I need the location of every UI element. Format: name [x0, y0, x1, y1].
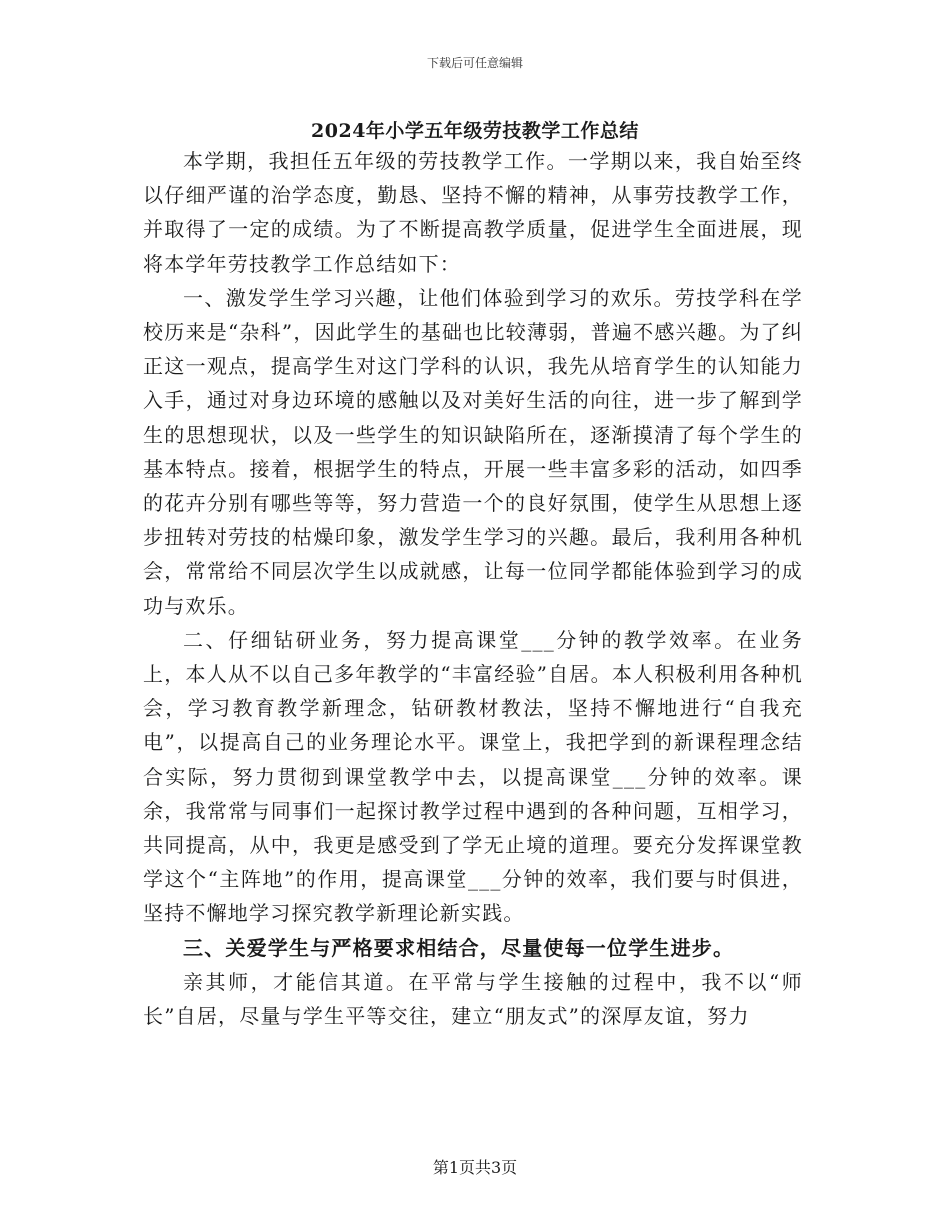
document-title: 2024年小学五年级劳技教学工作总结 — [311, 120, 639, 142]
paragraph-section-1: 一、激发学生学习兴趣，让他们体验到学习的欢乐。劳技学科在学校历来是“杂科”，因此学生的基础也比较薄弱，普遍不感兴趣。为了纠正这一观点，提高学生对这门学科的认识，我先从培育学生的认知能力入手，通过对身边环境的感触以及对美好生活的向往，进一步了解到学生的思想现状，以及一些学生的知识缺陷所在，逐渐摸清了每个学生的基本特点。接着，根据学生的特点，开展一些丰富多彩的活动，如四季的花卉分别有哪些等等，努力营造一个的良好氛围，使学生从思想上逐步扭转对劳技的枯燥印象，激发学生学习的兴趣。最后，我利用各种机会，常常给不同层次学生以成就感，让每一位同学都能体验到学习的成功与欢乐。 — [143, 285, 803, 618]
paragraph-section-3: 亲其师，才能信其道。在平常与学生接触的过程中，我不以“师长”自居，尽量与学生平等交往，建立“朋友式”的深厚友谊，努力 — [143, 969, 803, 1029]
document-body — [143, 144, 803, 1033]
download-note: 下载后可任意编辑 — [426, 56, 523, 70]
paragraph-section-2: 二、仔细钻研业务，努力提高课堂___分钟的教学效率。在业务上，本人从不以自己多年教学的“丰富经验”自居。本人积极利用各种机会，学习教育教学新理念，钻研教材教法，坚持不懈地进行“自我充电”，以提高自己的业务理论水平。课堂上，我把学到的新课程理念结合实际，努力贯彻到课堂教学中去，以提高课堂___分钟的效率。课余，我常常与同事们一起探讨教学过程中遇到的各种问题，互相学习，共同提高，从中，我更是感受到了学无止境的道理。要充分发挥课堂教学这个“主阵地”的作用，提高课堂___分钟的效率，我们要与时俱进，坚持不懈地学习探究教学新理论新实践。 — [143, 627, 803, 926]
page-number: 第1页共3页 — [432, 1158, 518, 1177]
section-3-heading: 三、关爱学生与严格要求相结合，尽量使每一位学生进步。 — [183, 935, 735, 960]
paragraph-intro: 本学期，我担任五年级的劳技教学工作。一学期以来，我自始至终以仔细严谨的治学态度，勤恳、坚持不懈的精神，从事劳技教学工作，并取得了一定的成绩。为了不断提高教学质量，促进学生全面进展，现将本学年劳技教学工作总结如下： — [143, 149, 803, 276]
